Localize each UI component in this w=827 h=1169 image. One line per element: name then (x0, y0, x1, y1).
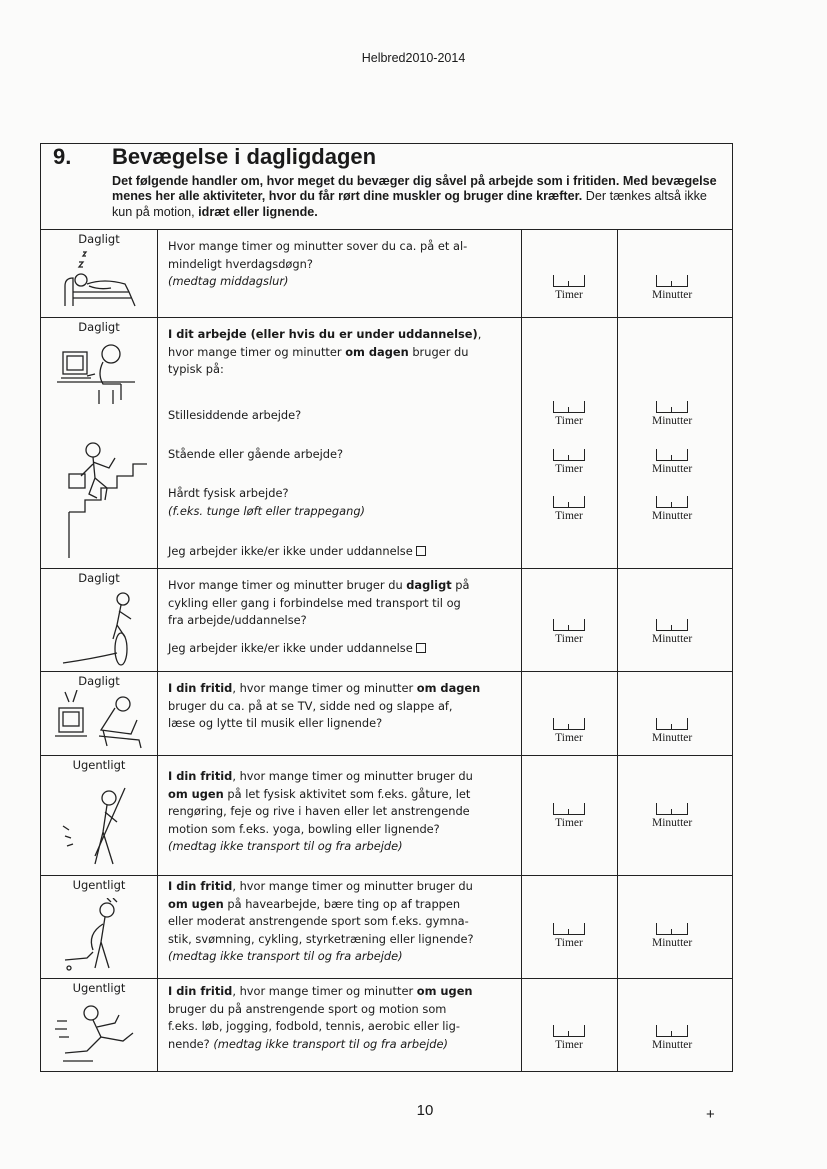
bold-span: om dagen (416, 681, 481, 695)
question-line: eller moderat anstrengende sport som f.eks. gymna- (168, 914, 469, 928)
page-number: 10 (416, 1102, 434, 1119)
question-line: f.eks. løb, jogging, fodbold, tennis, aerobic eller lig- (168, 1019, 460, 1033)
bold-span: I dit arbejde (eller hvis du er under uddannelse) (168, 327, 478, 341)
text-span: , hvor mange timer og minutter bruger du (232, 879, 473, 893)
text-span: , hvor mange timer og minutter (232, 681, 417, 695)
hours-answer[interactable] (549, 803, 589, 829)
section-intro (112, 174, 722, 220)
question-text (168, 983, 513, 1053)
question-line: bruger du ca. på at se TV, sidde ned og slappe af, (168, 698, 453, 713)
minutes-unit-label: Minutter (652, 817, 693, 829)
text-span: på havearbejde, bære ting op af trappen (223, 896, 461, 911)
frequency-label: Ugentligt (72, 981, 126, 995)
question-line (168, 326, 513, 344)
intro-end: idræt eller lignende. (194, 204, 318, 219)
question-line: fra arbejde/uddannelse? (168, 613, 307, 627)
minutes-input-box[interactable] (656, 803, 688, 815)
page-mark: + (706, 1106, 715, 1123)
hours-input-box[interactable] (553, 496, 585, 508)
question-row-vigorous-activity (41, 978, 732, 1072)
question-line: mindeligt hverdagsdøgn? (168, 256, 313, 271)
question-line (168, 768, 513, 786)
hours-unit-label: Timer (555, 633, 583, 645)
question-note: (f.eks. tunge løft eller trappegang) (168, 503, 365, 518)
minutes-answer[interactable] (652, 619, 692, 645)
minutes-answer[interactable] (652, 275, 692, 301)
minutes-unit-label: Minutter (652, 633, 693, 645)
minutes-answer[interactable] (652, 803, 692, 829)
not-working-option[interactable] (168, 640, 513, 658)
frequency-label: Ugentligt (72, 758, 126, 772)
question-row-transport (41, 568, 732, 671)
cyclist-icon (61, 589, 141, 669)
minutes-unit-label: Minutter (652, 289, 693, 301)
hours-input-box[interactable] (553, 401, 585, 413)
question-line (168, 786, 513, 804)
bold-span: I din fritid (168, 879, 233, 893)
intro-normal: Der tænkes altså ikke kun på motion, (112, 189, 707, 219)
hours-answer[interactable] (549, 401, 589, 427)
question-note: (medtag ikke transport til og fra arbejde) (168, 949, 403, 963)
minutes-unit-label: Minutter (652, 937, 693, 949)
question-note: (medtag ikke transport til og fra arbejde) (168, 839, 403, 853)
sleeping-person-icon (59, 248, 139, 310)
minutes-answer[interactable] (652, 449, 692, 475)
question-line: motion som f.eks. yoga, bowling eller lignende? (168, 821, 440, 836)
minutes-answer[interactable] (652, 923, 692, 949)
question-text (168, 680, 513, 733)
question-line: Hårdt fysisk arbejde? (168, 486, 289, 500)
section-title: Bevægelse i dagligdagen (112, 144, 377, 169)
minutes-unit-label: Minutter (652, 1039, 693, 1051)
minutes-unit-label: Minutter (652, 415, 693, 427)
question-text (168, 768, 513, 856)
question-line (168, 983, 513, 1001)
frequency-label: Ugentligt (72, 878, 126, 892)
question-line: læse og lytte til musik eller lignende? (168, 716, 383, 730)
hours-answer[interactable] (549, 923, 589, 949)
runner-icon (53, 1001, 143, 1065)
question-row-moderate-activity (41, 875, 732, 978)
text-span: nende? (168, 1036, 214, 1051)
minutes-input-box[interactable] (656, 1025, 688, 1037)
bold-span: om ugen (416, 984, 473, 998)
hours-input-box[interactable] (553, 275, 585, 287)
sub-question-hard-work (168, 485, 513, 520)
hours-answer[interactable] (549, 1025, 589, 1051)
not-working-checkbox[interactable] (416, 546, 426, 556)
hours-input-box[interactable] (553, 449, 585, 461)
sub-question-standing: Stående eller gående arbejde? (168, 447, 344, 461)
hours-answer[interactable] (549, 449, 589, 475)
question-line (168, 344, 513, 362)
wheelbarrow-person-icon (63, 898, 139, 974)
frequency-label: Dagligt (78, 320, 120, 334)
hours-unit-label: Timer (555, 817, 583, 829)
hours-answer[interactable] (549, 496, 589, 522)
question-line: Hvor mange timer og minutter sover du ca. på et al- (168, 239, 468, 253)
frequency-label: Dagligt (78, 232, 120, 246)
question-note: (medtag middagslur) (168, 274, 289, 288)
bold-span: I din fritid (168, 681, 233, 695)
hours-answer[interactable] (549, 718, 589, 744)
question-text (168, 238, 513, 291)
minutes-answer[interactable] (652, 496, 692, 522)
question-line (168, 680, 513, 698)
hours-unit-label: Timer (555, 937, 583, 949)
question-row-sleep (41, 229, 732, 317)
question-line: bruger du på anstrengende sport og motion som (168, 1001, 447, 1016)
question-line: cykling eller gang i forbindelse med transport til og (168, 595, 461, 610)
question-line (168, 878, 513, 896)
question-line (168, 896, 513, 914)
question-line (168, 577, 513, 595)
minutes-unit-label: Minutter (652, 510, 693, 522)
question-text (168, 577, 513, 630)
minutes-answer[interactable] (652, 1025, 692, 1051)
hours-unit-label: Timer (555, 415, 583, 427)
question-row-relax (41, 671, 732, 755)
questionnaire-section (40, 143, 733, 1072)
frequency-label: Dagligt (78, 571, 120, 585)
minutes-input-box[interactable] (656, 275, 688, 287)
hours-unit-label: Timer (555, 1039, 583, 1051)
minutes-input-box[interactable] (656, 449, 688, 461)
sub-question-sitting: Stillesiddende arbejde? (168, 408, 302, 422)
question-line: rengøring, feje og rive i haven eller let anstrengende (168, 804, 470, 818)
stair-climber-icon (59, 440, 149, 560)
text-span: på (451, 578, 470, 592)
question-text (168, 878, 513, 966)
hours-input-box[interactable] (553, 718, 585, 730)
bold-span: om ugen (168, 786, 224, 801)
tv-relax-icon (51, 690, 143, 750)
bold-span: I din fritid (168, 984, 233, 998)
gardener-raking-icon (61, 786, 141, 868)
office-worker-icon (55, 338, 145, 408)
hours-answer[interactable] (549, 275, 589, 301)
hours-unit-label: Timer (555, 732, 583, 744)
hours-unit-label: Timer (555, 463, 583, 475)
question-row-work (41, 317, 732, 568)
not-working-option[interactable] (168, 543, 513, 561)
not-working-checkbox[interactable] (416, 643, 426, 653)
text-span: bruger du (408, 344, 469, 359)
minutes-input-box[interactable] (656, 923, 688, 935)
hours-unit-label: Timer (555, 510, 583, 522)
hours-input-box[interactable] (553, 619, 585, 631)
bold-span: om ugen (168, 896, 224, 911)
question-note: (medtag ikke transport til og fra arbejde) (213, 1036, 448, 1051)
bold-span: om dagen (345, 344, 409, 359)
text-span: , hvor mange timer og minutter bruger du (232, 769, 473, 783)
bold-span: I din fritid (168, 769, 233, 783)
text-span: , hvor mange timer og minutter (232, 984, 417, 998)
text-span: hvor mange timer og minutter (168, 344, 346, 359)
text-span: , (477, 327, 482, 341)
question-text (168, 326, 513, 379)
question-row-light-activity (41, 755, 732, 875)
option-label: Jeg arbejder ikke/er ikke under uddannelse (168, 544, 413, 558)
frequency-label: Dagligt (78, 674, 120, 688)
document-header: Helbred2010-2014 (361, 51, 466, 65)
minutes-unit-label: Minutter (652, 732, 693, 744)
hours-input-box[interactable] (553, 1025, 585, 1037)
question-line (168, 1036, 513, 1054)
minutes-unit-label: Minutter (652, 463, 693, 475)
question-line: typisk på: (168, 362, 224, 376)
hours-input-box[interactable] (553, 923, 585, 935)
minutes-input-box[interactable] (656, 496, 688, 508)
text-span: Hvor mange timer og minutter bruger du (168, 578, 407, 592)
hours-unit-label: Timer (555, 289, 583, 301)
minutes-input-box[interactable] (656, 401, 688, 413)
minutes-answer[interactable] (652, 401, 692, 427)
option-label: Jeg arbejder ikke/er ikke under uddannelse (168, 641, 413, 655)
hours-input-box[interactable] (553, 803, 585, 815)
minutes-input-box[interactable] (656, 619, 688, 631)
minutes-answer[interactable] (652, 718, 692, 744)
hours-answer[interactable] (549, 619, 589, 645)
intro-bold: Det følgende handler om, hvor meget du bevæger dig såvel på arbejde som i fritiden. Med bevægelse menes her alle aktiviteter, hvor du får rørt dine muskler og bruger dine kræfter. (112, 174, 717, 204)
question-line: stik, svømning, cykling, styrketræning eller lignende? (168, 931, 474, 946)
bold-span: dagligt (406, 578, 452, 592)
section-number: 9. (53, 144, 72, 169)
text-span: på let fysisk aktivitet som f.eks. gåture, let (223, 786, 471, 801)
minutes-input-box[interactable] (656, 718, 688, 730)
